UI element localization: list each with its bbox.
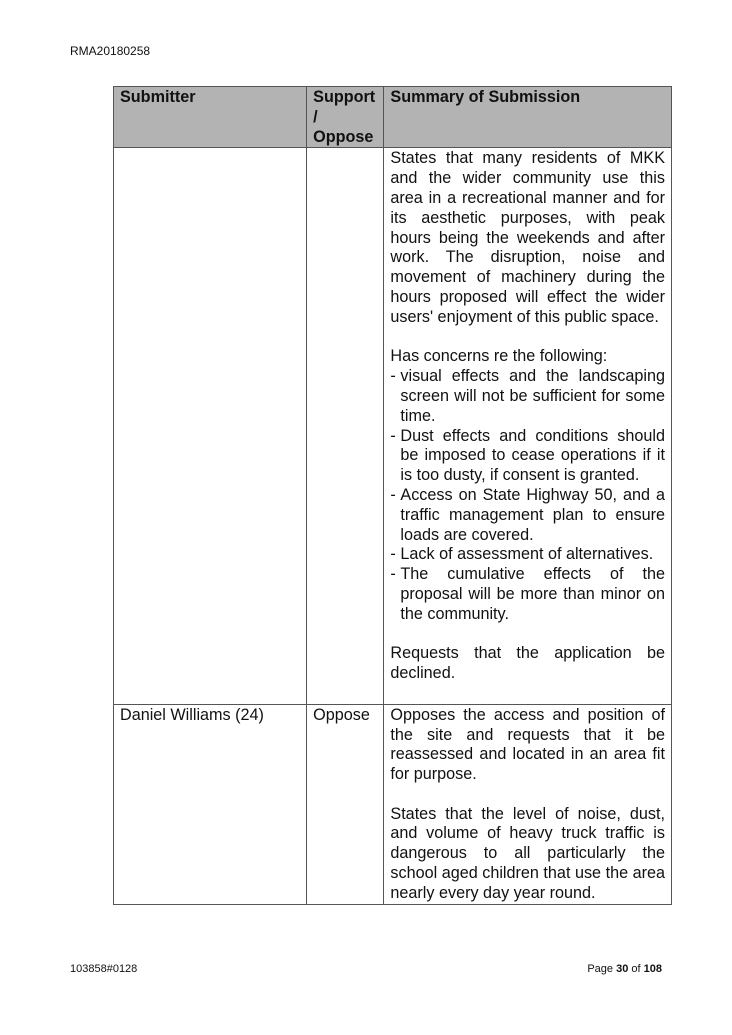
footer-page-number [587,963,662,975]
submitter-cell [114,148,307,704]
table-row [114,704,672,904]
page-of: of [631,963,641,975]
summary-paragraph: Has concerns re the following: [390,347,608,366]
page-current: 30 [616,963,629,975]
list-item: - visual effects and the landscaping screen will not be sufficient for some time. [390,367,665,426]
header-submitter: Submitter [114,87,307,148]
submitter-cell: Daniel Williams (24) [114,704,307,904]
header-support-oppose: Support / Oppose [307,87,384,148]
page-word: Page [587,963,614,975]
table-row [114,148,672,704]
summary-cell [384,704,672,904]
header-summary: Summary of Submission [384,87,672,148]
page-total: 108 [643,963,662,975]
footer-document-id: 103858#0128 [70,963,138,975]
summary-paragraph: States that the level of noise, dust, and volume of heavy truck traffic is dangerous to all particularly the school aged children that use the area nearly every day year round. [390,804,665,902]
summary-paragraph: Opposes the access and position of the site and requests that it be reassessed and located in an area fit for purpose. [390,705,665,784]
summary-cell [384,148,672,704]
list-item: - Dust effects and conditions should be imposed to cease operations if it is too dusty, if consent is granted. [390,427,665,486]
support-cell [307,148,384,704]
list-item: - Lack of assessment of alternatives. [390,545,665,565]
concerns-list [390,367,665,624]
submissions-table [113,86,672,905]
support-cell: Oppose [307,704,384,904]
list-item: - The cumulative effects of the proposal will be more than minor on the community. [390,565,665,624]
summary-paragraph: States that many residents of MKK and the wider community use this area in a recreational manner and for its aesthetic purposes, with peak hours being the weekends and after work. The disruption, noise and movement of machinery during the hours proposed will effect the wider users' enjoyment of this public space. [390,149,665,326]
table-header-row [114,87,672,148]
list-item: - Access on State Highway 50, and a traffic management plan to ensure loads are covered. [390,486,665,545]
summary-paragraph: Requests that the application be declined. [390,644,665,683]
document-reference: RMA20180258 [70,44,151,58]
